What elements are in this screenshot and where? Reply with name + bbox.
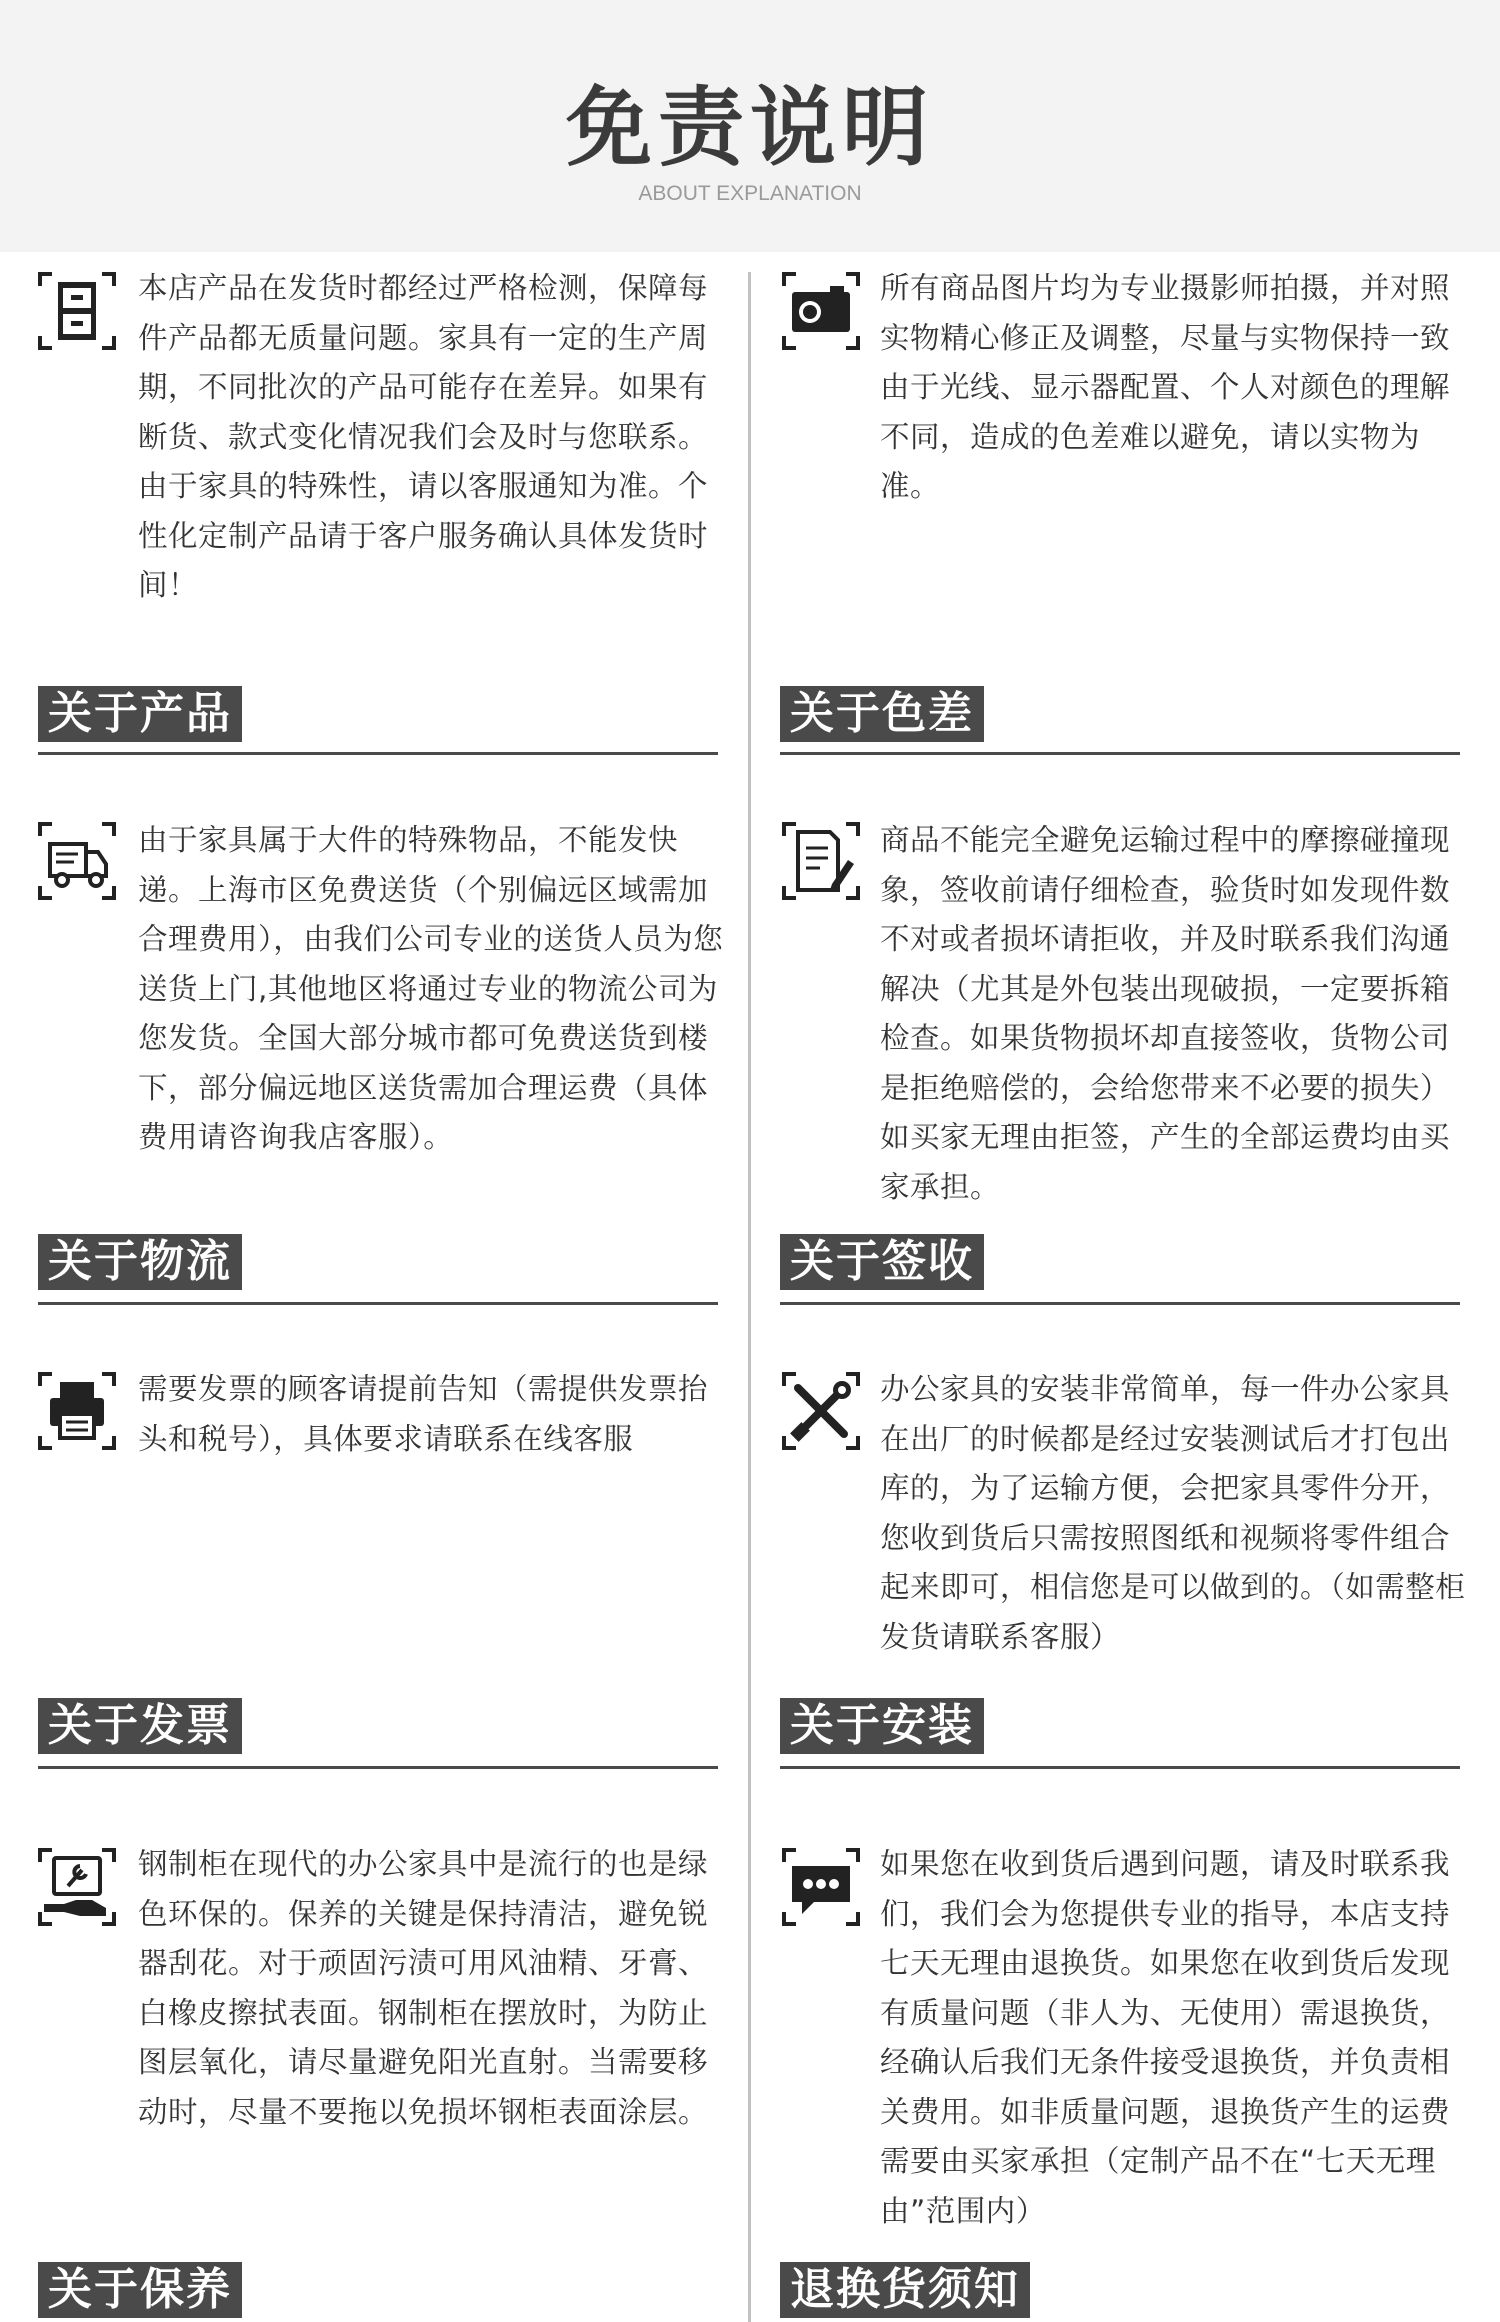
section-invoice-label: 关于发票 (38, 1698, 242, 1754)
section-signing-text: 商品不能完全避免运输过程中的摩擦碰撞现象，签收前请仔细检查，验货时如发现件数不对或者损坏请拒收，并及时联系我们沟通解决（尤其是外包装出现破损，一定要拆箱检查。如果货物损坏却直接签收，货物公司是拒绝赔偿的，会给您带来不必要的损失）如买家无理由拒签，产生的全部运费均由买家承担。 (880, 823, 1451, 1204)
section-color-text: 所有商品图片均为专业摄影师拍摄，并对照实物精心修正及调整，尽量与实物保持一致由于光线、显示器配置、个人对颜色的理解不同，造成的色差难以避免，请以实物为准。 (880, 271, 1451, 503)
section-color-label: 关于色差 (780, 686, 984, 742)
page-subtitle: ABOUT EXPLANATION (638, 182, 862, 205)
chat-bubble-icon (780, 1846, 862, 1928)
section-maintenance-label: 关于保养 (38, 2262, 242, 2318)
section-signing-label: 关于签收 (780, 1234, 984, 1290)
section-invoice-text: 需要发票的顾客请提前告知（需提供发票抬头和税号），具体要求请联系在线客服 (138, 1372, 709, 1456)
delivery-truck-icon (36, 820, 118, 902)
section-signing-rule (780, 1302, 1460, 1305)
page-header (0, 0, 1500, 252)
printer-icon (36, 1370, 118, 1452)
section-returns-label: 退换货须知 (780, 2262, 1030, 2318)
page-title: 免责说明 (566, 78, 934, 178)
document-sign-icon (780, 820, 862, 902)
section-color-rule (780, 752, 1460, 755)
section-installation-rule (780, 1766, 1460, 1769)
maintenance-hand-icon (36, 1846, 118, 1928)
section-logistics-text: 由于家具属于大件的特殊物品，不能发快递。上海市区免费送货（个别偏远区域需加合理费用），由我们公司专业的送货人员为您送货上门,其他地区将通过专业的物流公司为您发货。全国大部分城市都可免费送货到楼下，部分偏远地区送货需加合理运费（具体费用请咨询我店客服）。 (138, 823, 724, 1154)
section-maintenance-text: 钢制柜在现代的办公家具中是流行的也是绿色环保的。保养的关键是保持清洁，避免锐器刮花。对于顽固污渍可用风油精、牙膏、白橡皮擦拭表面。钢制柜在摆放时，为防止图层氧化，请尽量避免阳光直射。当需要移动时，尽量不要拖以免损坏钢柜表面涂层。 (138, 1847, 709, 2129)
section-installation-text: 办公家具的安装非常简单，每一件办公家具在出厂的时候都是经过安装测试后才打包出库的，为了运输方便，会把家具零件分开，您收到货后只需按照图纸和视频将零件组合起来即可，相信您是可以做到的。（如需整柜发货请联系客服） (880, 1372, 1466, 1654)
camera-icon (780, 270, 862, 352)
filing-cabinet-icon (36, 270, 118, 352)
section-product-text: 本店产品在发货时都经过严格检测，保障每件产品都无质量问题。家具有一定的生产周期，不同批次的产品可能存在差异。如果有断货、款式变化情况我们会及时与您联系。由于家具的特殊性，请以客服通知为准。个性化定制产品请于客户服务确认具体发货时间！ (138, 271, 709, 602)
section-product-label: 关于产品 (38, 686, 242, 742)
section-logistics-label: 关于物流 (38, 1234, 242, 1290)
section-product-rule (38, 752, 718, 755)
section-installation-label: 关于安装 (780, 1698, 984, 1754)
section-invoice-rule (38, 1766, 718, 1769)
section-logistics-rule (38, 1302, 718, 1305)
section-returns-text: 如果您在收到货后遇到问题，请及时联系我们，我们会为您提供专业的指导，本店支持七天无理由退换货。如果您在收到货后发现有质量问题（非人为、无使用）需退换货，经确认后我们无条件接受退换货，并负责相关费用。如非质量问题，退换货产生的运费需要由买家承担（定制产品不在“七天无理由”范围内） (880, 1847, 1451, 2228)
tools-icon (780, 1370, 862, 1452)
column-divider (748, 272, 751, 2322)
